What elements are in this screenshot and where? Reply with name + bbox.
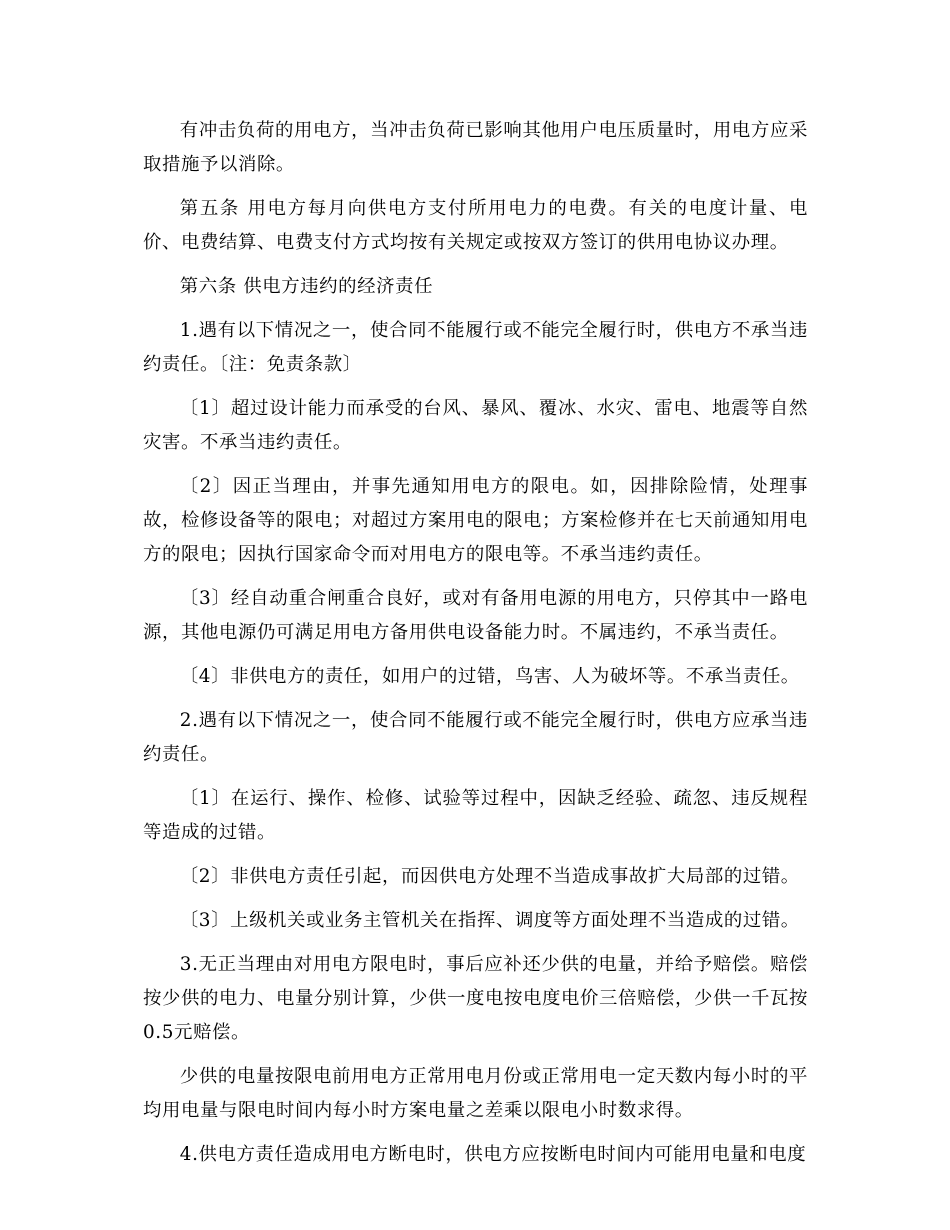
paragraph-article-6-heading: 第六条 供电方违约的经济责任 [179,276,434,297]
paragraph-clause-2: 2.遇有以下情况之一，使合同不能履行或不能完全履行时，供电方应承当违约责任。 [143,710,808,765]
paragraph-clause-2-item-2: 〔2〕非供电方责任引起，而因供电方处理不当造成事故扩大局部的过错。 [179,866,800,887]
document-body [143,114,808,1182]
paragraph-clause-1-item-2: 〔2〕因正当理由，并事先通知用电方的限电。如，因排除险情，处理事故，检修设备等的限电；对超过方案用电的限电；方案检修并在七天前通知用电方的限电；因执行国家命令而对用电方的限电等。不承当违约责任。 [143,476,808,565]
paragraph-clause-1: 1.遇有以下情况之一，使合同不能履行或不能完全履行时，供电方不承当违约责任。〔注：免责条款〕 [143,320,808,375]
paragraph-clause-1-item-4: 〔4〕非供电方的责任，如用户的过错，鸟害、人为破坏等。不承当责任。 [179,666,800,687]
paragraph-clause-1-item-3: 〔3〕经自动重合闸重合良好，或对有备用电源的用电方，只停其中一路电源，其他电源仍可满足用电方备用供电设备能力时。不属违约，不承当责任。 [143,588,808,643]
paragraph-impact-load: 有冲击负荷的用电方，当冲击负荷已影响其他用户电压质量时，用电方应采取措施予以消除。 [143,120,808,175]
paragraph-clause-2-item-3: 〔3〕上级机关或业务主管机关在指挥、调度等方面处理不当造成的过错。 [179,910,800,931]
paragraph-shortfall-calculation: 少供的电量按限电前用电方正常用电月份或正常用电一定天数内每小时的平均用电量与限电时间内每小时方案电量之差乘以限电小时数求得。 [143,1066,808,1121]
paragraph-clause-3: 3.无正当理由对用电方限电时，事后应补还少供的电量，并给予赔偿。赔偿按少供的电力、电量分别计算，少供一度电按电度电价三倍赔偿，少供一千瓦按0.5元赔偿。 [143,954,808,1043]
paragraph-clause-1-item-1: 〔1〕超过设计能力而承受的台风、暴风、覆冰、水灾、雷电、地震等自然灾害。不承当违约责任。 [143,398,808,453]
paragraph-clause-2-item-1: 〔1〕在运行、操作、检修、试验等过程中，因缺乏经验、疏忽、违反规程等造成的过错。 [143,788,808,843]
paragraph-article-5: 第五条 用电方每月向供电方支付所用电力的电费。有关的电度计量、电价、电费结算、电费支付方式均按有关规定或按双方签订的供用电协议办理。 [143,198,808,253]
paragraph-clause-4: 4.供电方责任造成用电方断电时，供电方应按断电时间内可能用电量和电度 [179,1144,807,1165]
